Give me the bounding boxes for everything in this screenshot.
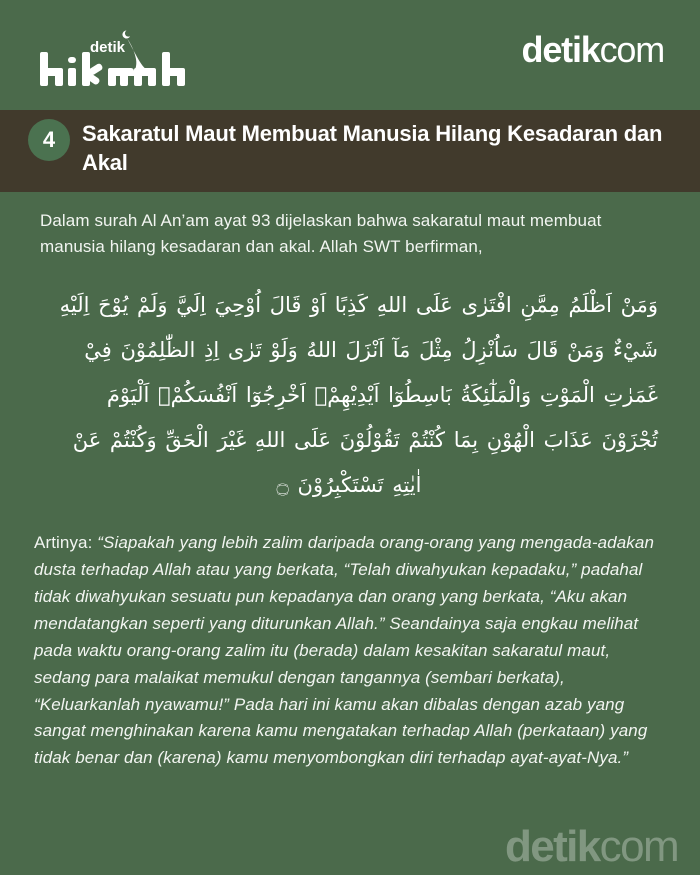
translation-lead-label: Artinya:	[34, 533, 93, 553]
detikcom-watermark	[504, 822, 678, 871]
watermark-light: com	[599, 822, 678, 871]
arabic-line: غَمَرٰتِ الْمَوْتِ وَالْمَلٰٓئِكَةُ بَاسِطُوٓا اَيْدِيْهِمْۚ اَخْرِجُوٓا اَنْفُسَكُمْۗ اَلْيَوْمَ	[106, 382, 658, 407]
arabic-line: تُجْزَوْنَ عَذَابَ الْهُوْنِ بِمَا كُنْتُمْ تَقُوْلُوْنَ عَلَى اللهِ غَيْرَ الْحَقِّ وَكُنْتُمْ عَنْ	[72, 428, 658, 453]
detikcom-logo-light: com	[599, 29, 664, 70]
arabic-line: اٰيٰتِهِ تَسْتَكْبِرُوْنَ ۝	[276, 473, 422, 498]
intro-paragraph: Dalam surah Al An’am ayat 93 dijelaskan bahwa sakaratul maut membuat manusia hilang kesadaran dan akal. Allah SWT berfirman,	[40, 211, 602, 257]
arabic-line: وَمَنْ اَظْلَمُ مِمَّنِ افْتَرٰى عَلَى اللهِ كَذِبًا اَوْ قَالَ اُوْحِيَ اِلَيَّ وَلَمْ يُوْحَ اِلَيْهِ	[59, 292, 658, 317]
title-band	[0, 110, 700, 192]
detikcom-logo	[521, 29, 664, 70]
translation-paragraph	[34, 530, 660, 772]
quran-verse-arabic	[40, 283, 658, 509]
detik-hikmah-logo-graphic	[30, 26, 210, 98]
detik-hikmah-logo	[30, 26, 210, 98]
detikcom-logo-bold: detik	[521, 29, 600, 70]
watermark-bold: detik	[504, 822, 600, 871]
page-title: Sakaratul Maut Membuat Manusia Hilang Kesadaran dan Akal	[82, 121, 663, 176]
item-number-badge: 4	[28, 119, 70, 161]
translation-quote-text: “Siapakah yang lebih zalim daripada orang-orang yang mengada-adakan dusta terhadap Allah atau yang berkata, “Telah diwahyukan kepadaku,” padahal tidak diwahyukan sesuatu pun kepadanya dan orang yang berkata, “Aku akan mendatangkan seperti yang diturunkan Allah.” Seandainya saja engkau melihat pada waktu orang-orang zalim itu (berada) dalam kesakitan sakaratul maut, sedang para malaikat memukul dengan tangannya (sembari berkata), “Keluarkanlah nyawamu!” Pada hari ini kamu akan dibalas dengan azab yang sangat menghinakan karena kamu mengatakan terhadap Allah (perkataan) yang tidak benar dan (karena) kamu menyombongkan diri terhadap ayat-ayat-Nya.”	[34, 533, 654, 768]
card-body	[0, 192, 700, 772]
arabic-line: شَيْءٌ وَمَنْ قَالَ سَاُنْزِلُ مِثْلَ مَآ اَنْزَلَ اللهُ وَلَوْ تَرٰى اِذِ الظّٰلِمُوْنَ فِيْ	[84, 337, 658, 362]
card-header	[0, 0, 700, 110]
svg-text:detik: detik	[90, 39, 126, 56]
